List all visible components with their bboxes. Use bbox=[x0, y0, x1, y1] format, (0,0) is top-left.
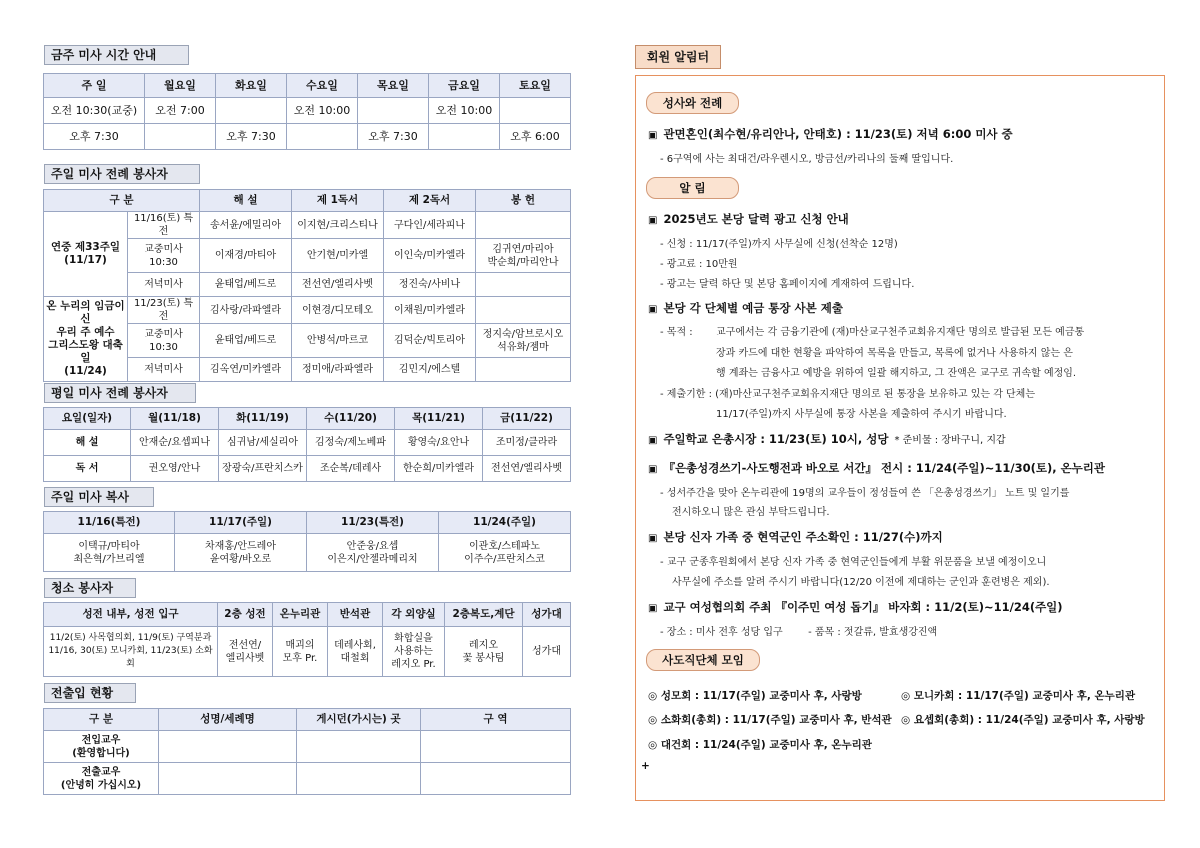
server-cell: 윤태업/베드로 bbox=[200, 273, 292, 297]
mass-time-cell bbox=[216, 98, 287, 124]
altar-server-cell: 안준웅/요셉 이은지/안젤라메리치 bbox=[307, 534, 439, 572]
col-header: 주 일 bbox=[44, 74, 145, 98]
member-notice-title: 회원 알림터 bbox=[635, 45, 721, 69]
cleaning-cell: 화합실을 사용하는 레지오 Pr. bbox=[383, 627, 445, 677]
mass-time-cell: 오전 10:30(교중) bbox=[44, 98, 145, 124]
transfers-table bbox=[43, 708, 571, 795]
bazaar-item bbox=[648, 431, 1006, 447]
server-cell: 조순복/데레사 bbox=[307, 456, 395, 482]
meetings-pill: 사도직단체 모임 bbox=[646, 649, 760, 671]
server-cell: 교중미사 10:30 bbox=[128, 239, 200, 273]
transfer-cell bbox=[297, 763, 421, 795]
transfer-cell bbox=[297, 731, 421, 763]
exhibit-sub: 전시하오니 많은 관심 부탁드립니다. bbox=[672, 507, 830, 518]
exhibit-text: 『은총성경쓰기-사도행전과 바오로 서간』 전시 : 11/24(주일)~11/30(토), 온누리관 bbox=[663, 461, 1106, 475]
col-header: 월요일 bbox=[145, 74, 216, 98]
server-cell: 전선연/엘리사벳 bbox=[483, 456, 571, 482]
meeting-item: ◎ 요셉회(총회) : 11/24(주일) 교중미사 후, 사랑방 bbox=[901, 714, 1145, 726]
calendar-item bbox=[648, 211, 849, 227]
altar-server-cell: 차재홍/안드레아 윤여황/바오로 bbox=[175, 534, 307, 572]
col-header: 성명/세례명 bbox=[159, 709, 297, 731]
bank-purpose-line: 장과 카드에 대한 현황을 파악하여 목록을 만들고, 목록에 없거나 사용하지 않는 은 bbox=[716, 348, 1073, 359]
bullet-icon: ▣ bbox=[648, 464, 658, 475]
server-cell: 11/16(토) 특전 bbox=[128, 212, 200, 239]
server-cell: 저녁미사 bbox=[128, 358, 200, 382]
bank-purpose-line: 교구에서는 각 금융기관에 (재)마산교구천주교회유지재단 명의로 발급된 모든 예금통 bbox=[716, 327, 1085, 338]
server-cell: 이인숙/미카엘라 bbox=[384, 239, 476, 273]
server-cell: 안재순/요셉피나 bbox=[131, 430, 219, 456]
weekday-servers-table bbox=[43, 407, 571, 482]
sunday-servers-table bbox=[43, 189, 571, 382]
transfer-cell bbox=[421, 731, 571, 763]
col-header: 제 1독서 bbox=[292, 190, 384, 212]
server-cell: 안병석/마르코 bbox=[292, 324, 384, 358]
bullet-icon: ▣ bbox=[648, 304, 658, 315]
bank-purpose-line: 행 계좌는 금융사고 예방을 위하여 일괄 해지하고, 그 잔액은 교구로 귀속할 예정임. bbox=[716, 368, 1077, 379]
cleaning-cell: 레지오 꽃 봉사팀 bbox=[445, 627, 523, 677]
server-cell: 김옥연/미카엘라 bbox=[200, 358, 292, 382]
bazaar-note: * 준비물 : 장바구니, 지갑 bbox=[894, 435, 1006, 446]
server-cell: 전선연/엘리사벳 bbox=[292, 273, 384, 297]
server-cell: 저녁미사 bbox=[128, 273, 200, 297]
bullet-icon: ▣ bbox=[648, 603, 658, 614]
server-cell: 이지현/크리스티나 bbox=[292, 212, 384, 239]
col-header: 금요일 bbox=[429, 74, 500, 98]
server-cell: 장광숙/프란치스카 bbox=[219, 456, 307, 482]
col-header: 화(11/19) bbox=[219, 408, 307, 430]
server-cell: 김민지/에스텔 bbox=[384, 358, 476, 382]
server-cell: 안기현/미카엘 bbox=[292, 239, 384, 273]
server-cell: 윤태업/베드로 bbox=[200, 324, 292, 358]
col-header: 반석관 bbox=[328, 603, 383, 627]
mass-time-cell bbox=[145, 124, 216, 150]
col-header: 해 설 bbox=[200, 190, 292, 212]
mass-time-cell bbox=[287, 124, 358, 150]
col-header: 목요일 bbox=[358, 74, 429, 98]
meeting-item: ◎ 대건회 : 11/24(주일) 교중미사 후, 온누리관 bbox=[648, 739, 872, 751]
calendar-text: 2025년도 본당 달력 광고 신청 안내 bbox=[663, 212, 849, 226]
exhibit-sub: - 성서주간을 맞아 온누리관에 19명의 교우들이 정성들여 쓴 「은총성경쓰기」 노트 및 일기를 bbox=[660, 488, 1070, 499]
server-cell: 심귀남/세실리아 bbox=[219, 430, 307, 456]
server-cell: 김정숙/제노베파 bbox=[307, 430, 395, 456]
soldier-sub: - 교구 군종후원회에서 본당 신자 가족 중 현역군인들에게 부활 위문품을 보낼 예정이오니 bbox=[660, 557, 1047, 568]
col-header: 11/16(특전) bbox=[44, 512, 175, 534]
server-cell: 조미정/클라라 bbox=[483, 430, 571, 456]
soldier-text: 본당 신자 가족 중 현역군인 주소확인 : 11/27(수)까지 bbox=[663, 530, 943, 544]
cleaning-title: 청소 봉사자 bbox=[44, 578, 136, 598]
col-header: 온누리관 bbox=[273, 603, 328, 627]
col-header: 목(11/21) bbox=[395, 408, 483, 430]
bullet-icon: ▣ bbox=[648, 215, 658, 226]
mass-times-table bbox=[43, 73, 571, 150]
transfers-title: 전출입 현황 bbox=[44, 683, 136, 703]
calendar-sub: - 신청 : 11/17(주일)까지 사무실에 신청(선착순 12명) bbox=[660, 239, 898, 250]
mass-time-cell: 오전 10:00 bbox=[287, 98, 358, 124]
mass-time-cell bbox=[358, 98, 429, 124]
transfer-in-label: 전입교우 (환영합니다) bbox=[44, 731, 159, 763]
soldier-sub: 사무실에 주소를 알려 주시기 바랍니다(12/20 이전에 제대하는 군인과 훈련병은 제외). bbox=[672, 577, 1050, 588]
col-header: 2층복도,계단 bbox=[445, 603, 523, 627]
col-header: 토요일 bbox=[500, 74, 571, 98]
col-header: 봉 헌 bbox=[476, 190, 571, 212]
server-cell: 이채원/미카엘라 bbox=[384, 297, 476, 324]
women-bazaar-sub: - 장소 : 미사 전후 성당 입구 - 품목 : 젓갈류, 발효생강진액 bbox=[660, 627, 938, 638]
server-cell: 정지숙/암브로시오 석유화/젬마 bbox=[476, 324, 571, 358]
meeting-item: ◎ 모니카회 : 11/17(주일) 교중미사 후, 온누리관 bbox=[901, 690, 1136, 702]
server-cell: 김덕순/빅토리아 bbox=[384, 324, 476, 358]
col-header: 2층 성전 bbox=[218, 603, 273, 627]
meeting-item: ◎ 성모회 : 11/17(주일) 교중미사 후, 사랑방 bbox=[648, 690, 862, 702]
col-header: 수(11/20) bbox=[307, 408, 395, 430]
meeting-item: ◎ 소화회(총회) : 11/17(주일) 교중미사 후, 반석관 bbox=[648, 714, 892, 726]
weekday-servers-title: 평일 미사 전례 봉사자 bbox=[44, 383, 196, 403]
server-cell: 교중미사 10:30 bbox=[128, 324, 200, 358]
col-header: 11/23(특전) bbox=[307, 512, 439, 534]
server-cell bbox=[476, 358, 571, 382]
server-cell bbox=[476, 297, 571, 324]
wedding-text: 관면혼인(최수현/유리안나, 안태호) : 11/23(토) 저녁 6:00 미사 중 bbox=[663, 127, 1013, 141]
col-header: 요일(일자) bbox=[44, 408, 131, 430]
mass-time-cell: 오후 7:30 bbox=[216, 124, 287, 150]
col-header: 11/17(주일) bbox=[175, 512, 307, 534]
col-header: 성가대 bbox=[523, 603, 571, 627]
server-cell: 김귀연/마리아 박순희/마리안나 bbox=[476, 239, 571, 273]
col-header: 화요일 bbox=[216, 74, 287, 98]
bank-deadline-line: - 제출기한 : (재)마산교구천주교회유지재단 명의로 된 통장을 보유하고 있는 각 단체는 bbox=[660, 389, 1036, 400]
server-cell: 이재경/마티아 bbox=[200, 239, 292, 273]
women-bazaar-text: 교구 여성협의회 주최 『이주민 여성 돕기』 바자회 : 11/2(토)~11/24(주일) bbox=[663, 600, 1063, 614]
bank-text: 본당 각 단체별 예금 통장 사본 제출 bbox=[663, 301, 843, 315]
col-header: 구 분 bbox=[44, 709, 159, 731]
mass-time-cell bbox=[429, 124, 500, 150]
col-header: 11/24(주일) bbox=[439, 512, 571, 534]
transfer-cell bbox=[159, 763, 297, 795]
row-label: 해 설 bbox=[44, 430, 131, 456]
transfer-out-label: 전출교우 (안녕히 가십시오) bbox=[44, 763, 159, 795]
bank-purpose-label: - 목적 : bbox=[660, 327, 693, 338]
bank-item bbox=[648, 300, 843, 316]
sacraments-pill: 성사와 전례 bbox=[646, 92, 739, 114]
bullet-icon: ▣ bbox=[648, 130, 658, 141]
altar-server-cell: 이관호/스테파노 이주수/프란치스코 bbox=[439, 534, 571, 572]
altar-servers-title: 주일 미사 복사 bbox=[44, 487, 154, 507]
col-header: 월(11/18) bbox=[131, 408, 219, 430]
server-cell: 정미애/라파엘라 bbox=[292, 358, 384, 382]
cleaning-cell: 전선연/ 엘리사벳 bbox=[218, 627, 273, 677]
wedding-item bbox=[648, 126, 1013, 142]
col-header: 성전 내부, 성전 입구 bbox=[44, 603, 218, 627]
cleaning-cell: 매괴의 모후 Pr. bbox=[273, 627, 328, 677]
altar-servers-table bbox=[43, 511, 571, 572]
mass-times-title: 금주 미사 시간 안내 bbox=[44, 45, 189, 65]
cleaning-cell: 데레사회, 대철회 bbox=[328, 627, 383, 677]
server-cell: 구다인/세라피나 bbox=[384, 212, 476, 239]
server-cell: 김사랑/라파엘라 bbox=[200, 297, 292, 324]
col-header: 수요일 bbox=[287, 74, 358, 98]
transfer-cell bbox=[159, 731, 297, 763]
calendar-sub: - 광고는 달력 하단 및 본당 홈페이지에 게재하여 드립니다. bbox=[660, 279, 915, 290]
women-bazaar-item bbox=[648, 599, 1063, 615]
col-header: 구 역 bbox=[421, 709, 571, 731]
mass-time-cell: 오후 7:30 bbox=[358, 124, 429, 150]
cleaning-cell: 성가대 bbox=[523, 627, 571, 677]
server-cell: 한순희/미카엘라 bbox=[395, 456, 483, 482]
bazaar-text: 주일학교 은총시장 : 11/23(토) 10시, 성당 bbox=[663, 432, 889, 446]
bullet-icon: ▣ bbox=[648, 435, 658, 446]
transfer-cell bbox=[421, 763, 571, 795]
col-header: 게시던(가시는) 곳 bbox=[297, 709, 421, 731]
mass-time-cell bbox=[500, 98, 571, 124]
col-header: 제 2독서 bbox=[384, 190, 476, 212]
mass-time-cell: 오후 7:30 bbox=[44, 124, 145, 150]
server-cell: 권오영/안나 bbox=[131, 456, 219, 482]
mass-time-cell: 오전 7:00 bbox=[145, 98, 216, 124]
row-label: 독 서 bbox=[44, 456, 131, 482]
sunday-group-label: 연중 제33주일 (11/17) bbox=[44, 212, 128, 297]
notice-pill: 알 림 bbox=[646, 177, 739, 199]
altar-server-cell: 이택규/마티아 최은혁/가브리엘 bbox=[44, 534, 175, 572]
sunday-group-label: 온 누리의 임금이신 우리 주 예수 그리스도왕 대축일 (11/24) bbox=[44, 297, 128, 382]
calendar-sub: - 광고료 : 10만원 bbox=[660, 259, 738, 270]
server-cell: 11/23(토) 특전 bbox=[128, 297, 200, 324]
bank-deadline-line: 11/17(주일)까지 사무실에 통장 사본을 제출하여 주시기 바랍니다. bbox=[716, 409, 1007, 420]
cleaning-table bbox=[43, 602, 571, 677]
plus-mark: + bbox=[641, 760, 650, 772]
col-header: 각 외양실 bbox=[383, 603, 445, 627]
mass-time-cell: 오전 10:00 bbox=[429, 98, 500, 124]
server-cell: 이현경/디모테오 bbox=[292, 297, 384, 324]
server-cell: 정진숙/사비나 bbox=[384, 273, 476, 297]
col-header: 구 분 bbox=[44, 190, 200, 212]
exhibit-item bbox=[648, 460, 1105, 476]
soldier-item bbox=[648, 529, 943, 545]
sunday-servers-title: 주일 미사 전례 봉사자 bbox=[44, 164, 200, 184]
cleaning-cell: 11/2(토) 사목협의회, 11/9(토) 구역분과 11/16, 30(토) 모니카회, 11/23(토) 소화회 bbox=[44, 627, 218, 677]
server-cell bbox=[476, 212, 571, 239]
mass-time-cell: 오후 6:00 bbox=[500, 124, 571, 150]
bullet-icon: ▣ bbox=[648, 533, 658, 544]
server-cell: 황영숙/요안나 bbox=[395, 430, 483, 456]
server-cell bbox=[476, 273, 571, 297]
col-header: 금(11/22) bbox=[483, 408, 571, 430]
wedding-sub: - 6구역에 사는 최대건/라우렌시오, 방금선/카리나의 둘째 딸입니다. bbox=[660, 154, 954, 165]
server-cell: 송서윤/에밀리아 bbox=[200, 212, 292, 239]
